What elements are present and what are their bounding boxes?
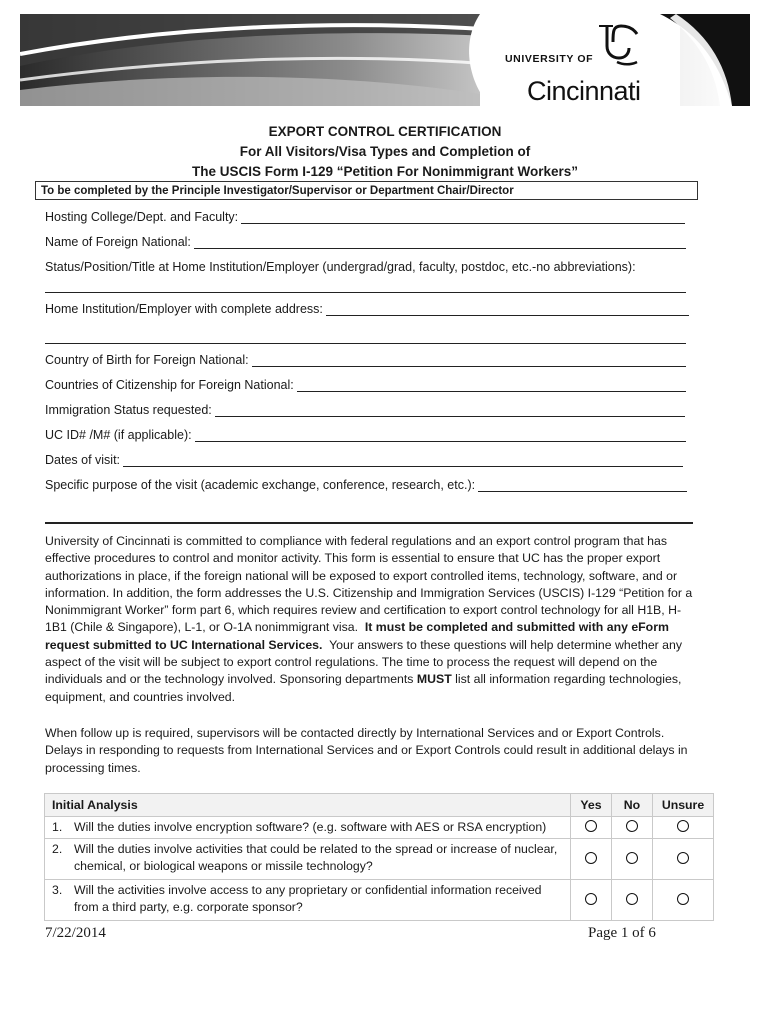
question-number: 1. <box>52 820 63 834</box>
question-cell <box>45 839 571 880</box>
hosting-label: Hosting College/Dept. and Faculty: <box>45 210 239 224</box>
initial-analysis-heading: Initial Analysis <box>45 794 571 817</box>
q2-yes-radio[interactable] <box>585 852 597 864</box>
question-cell <box>45 817 571 839</box>
status-label: Status/Position/Title at Home Institution/Employer (undergrad/grad, faculty, postdoc, etc.-no abbreviations): <box>45 260 636 274</box>
uc-id-label: UC ID# /M# (if applicable): <box>45 428 192 442</box>
compliance-paragraph <box>45 533 695 706</box>
question-number: 2. <box>52 842 63 856</box>
q3-yes-radio[interactable] <box>585 893 597 905</box>
q2-no-radio[interactable] <box>626 852 638 864</box>
university-logo <box>505 22 655 106</box>
unsure-cell <box>653 817 714 839</box>
hosting-input-line[interactable] <box>241 211 685 224</box>
compliance-text-a: University of Cincinnati is committed to compliance with federal regulations and an export control program that has effective procedures to control and monitor activity. This form is essential to ensure that UC has the proper export authorizations in place, if the foreign national will be exposed to export controlled items, technology, software, and or information. In addition, the form addresses the U.S. Citizenship and Immigration Services (USCIS) I-129 “Petition for a Nonimmigrant Worker” form part 6, which requires review and certification to export control technology for all H1B, H-1B1 (Chile & Singapore), L-1, or O-1A nonimmigrant visa. <box>45 534 693 635</box>
immigration-input-line[interactable] <box>215 404 685 417</box>
name-field <box>45 235 686 249</box>
no-cell <box>612 817 653 839</box>
question-text: Will the duties involve encryption software? (e.g. software with AES or RSA encryption) <box>74 820 547 834</box>
table-row <box>45 839 714 880</box>
no-cell <box>612 839 653 880</box>
instruction-box: To be completed by the Principle Investigator/Supervisor or Department Chair/Director <box>35 181 698 200</box>
footer-date: 7/22/2014 <box>45 925 106 941</box>
purpose-label: Specific purpose of the visit (academic exchange, conference, research, etc.): <box>45 478 476 492</box>
title-line-2: For All Visitors/Visa Types and Completion of <box>239 144 531 159</box>
question-text: Will the activities involve access to any proprietary or confidential information received from a third party, e.g. corporate sponsor? <box>74 883 542 914</box>
follow-up-paragraph: When follow up is required, supervisors will be contacted directly by International Services and or Export Controls. Delays in responding to requests from International Services and or Export Controls could result in additional delays in processing times. <box>45 726 688 775</box>
immigration-field <box>45 403 685 417</box>
col-no-header: No <box>612 794 653 817</box>
question-text: Will the duties involve activities that could be related to the spread or increase of nuclear, chemical, or biological weapons or missile technology? <box>74 842 558 873</box>
dates-input-line[interactable] <box>123 454 683 467</box>
q2-unsure-radio[interactable] <box>677 852 689 864</box>
yes-cell <box>571 880 612 921</box>
compliance-bold-b: MUST <box>416 672 452 687</box>
col-unsure-header: Unsure <box>653 794 714 817</box>
home-institution-address-line[interactable] <box>45 343 686 344</box>
status-input-line[interactable] <box>45 292 686 293</box>
citizenship-field <box>45 378 686 392</box>
country-birth-field <box>45 353 686 367</box>
country-birth-label: Country of Birth for Foreign National: <box>45 353 249 367</box>
question-number: 3. <box>52 883 63 897</box>
initial-analysis-table <box>44 793 714 921</box>
home-institution-field <box>45 302 689 316</box>
uc-id-input-line[interactable] <box>195 429 686 442</box>
immigration-label: Immigration Status requested: <box>45 403 212 417</box>
unsure-cell <box>653 880 714 921</box>
uc-monogram-icon <box>593 22 643 66</box>
table-row <box>45 817 714 839</box>
compliance-bold-a: It must be completed and submitted with any eForm request submitted to UC International Services. <box>45 620 669 652</box>
q1-unsure-radio[interactable] <box>677 820 689 832</box>
uc-id-field <box>45 428 686 442</box>
yes-cell <box>571 839 612 880</box>
table-header-row <box>45 794 714 817</box>
citizenship-input-line[interactable] <box>297 379 686 392</box>
logo-cincinnati: Cincinnati <box>527 76 641 106</box>
citizenship-label: Countries of Citizenship for Foreign National: <box>45 378 294 392</box>
home-institution-input-line[interactable] <box>326 303 689 316</box>
purpose-field <box>45 478 687 492</box>
q1-no-radio[interactable] <box>626 820 638 832</box>
form-title <box>0 122 770 182</box>
q3-unsure-radio[interactable] <box>677 893 689 905</box>
q1-yes-radio[interactable] <box>585 820 597 832</box>
unsure-cell <box>653 839 714 880</box>
status-field <box>45 260 690 274</box>
dates-label: Dates of visit: <box>45 453 121 467</box>
table-row <box>45 880 714 921</box>
home-institution-label: Home Institution/Employer with complete address: <box>45 302 323 316</box>
compliance-text-c: list all information regarding technologies, equipment, and countries involved. <box>45 672 682 704</box>
q3-no-radio[interactable] <box>626 893 638 905</box>
title-line-3: The USCIS Form I-129 “Petition For Nonimmigrant Workers” <box>191 164 579 179</box>
compliance-text-b: Your answers to these questions will help determine whether any aspect of the visit will be subject to export control regulations. The time to process the request will depend on the individuals and or the technology involved. Sponsoring departments <box>45 637 683 687</box>
country-birth-input-line[interactable] <box>252 354 686 367</box>
question-cell <box>45 880 571 921</box>
hosting-field <box>45 210 685 224</box>
title-line-1: EXPORT CONTROL CERTIFICATION <box>268 124 502 139</box>
footer-page-number: Page 1 of 6 <box>588 925 656 941</box>
yes-cell <box>571 817 612 839</box>
purpose-input-line[interactable] <box>478 479 687 492</box>
logo-university-of: UNIVERSITY OF <box>505 53 594 65</box>
dates-field <box>45 453 683 467</box>
col-yes-header: Yes <box>571 794 612 817</box>
section-divider <box>45 522 693 524</box>
name-label: Name of Foreign National: <box>45 235 191 249</box>
no-cell <box>612 880 653 921</box>
name-input-line[interactable] <box>194 236 686 249</box>
